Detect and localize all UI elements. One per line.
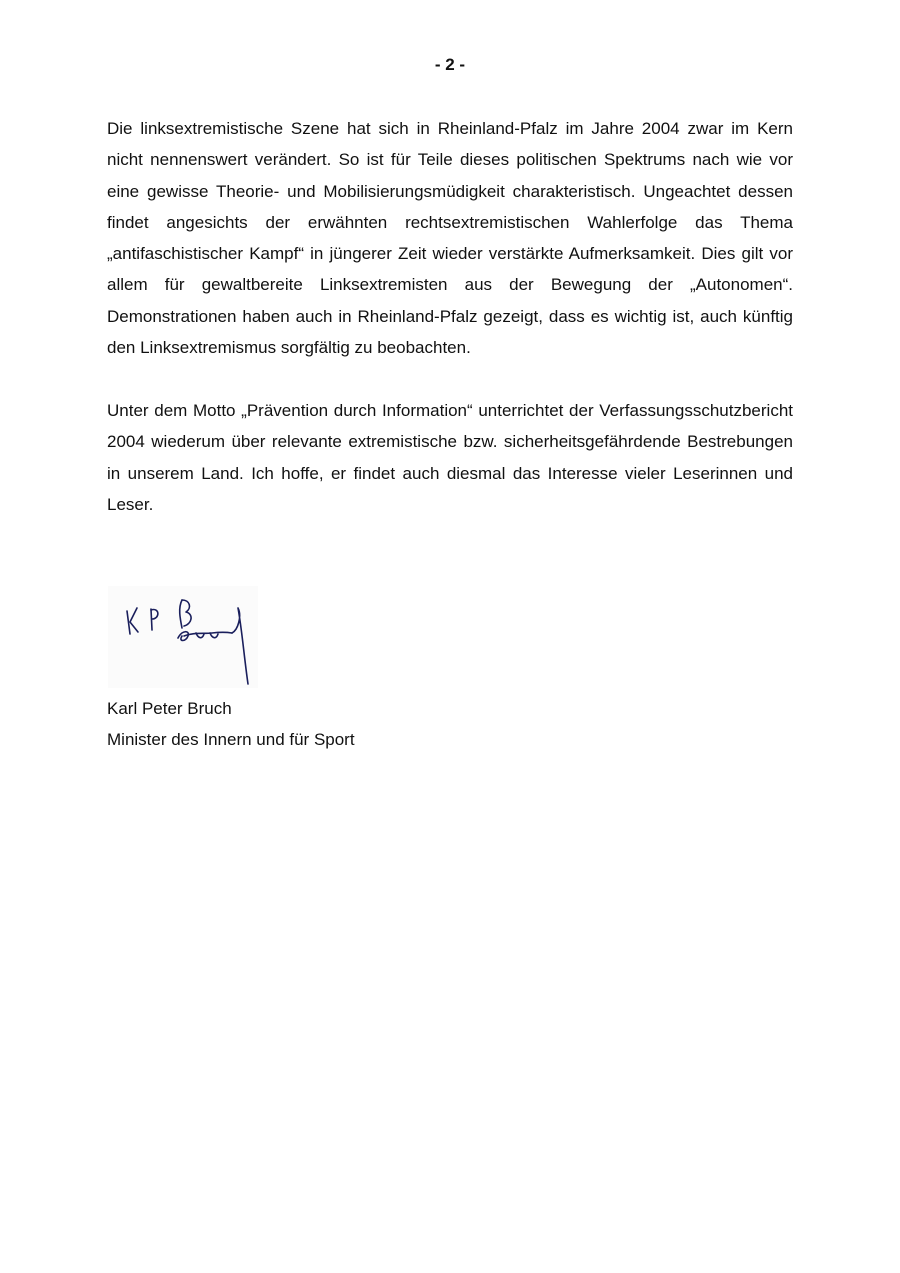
signer-title: Minister des Innern und für Sport (107, 730, 355, 749)
paragraph-linksextremismus: Die linksextremistische Szene hat sich in Rheinland-Pfalz im Jahre 2004 zwar im Kern nicht nennenswert verändert. So ist für Teile dieses politischen Spektrums nach wie vor eine gewisse Theorie- und Mobilisierungsmüdigkeit charakteristisch. Ungeachtet dessen findet angesichts der erwähnten rechtsextremistischen Wahlerfolge das Thema „antifaschistischer Kampf“ in jüngerer Zeit wieder verstärkte Aufmerksamkeit. Dies gilt vor allem für gewaltbereite Linksextremisten aus der Bewegung der „Autonomen“. Demonstrationen haben auch in Rheinland-Pfalz gezeigt, dass es wichtig ist, auch künftig den Linksextremismus sorgfältig zu beobachten. (107, 119, 793, 358)
signature-drawing (108, 586, 258, 688)
page-number: - 2 - (434, 55, 466, 74)
paragraph-praevention: Unter dem Motto „Prävention durch Information“ unterrichtet der Verfassungsschutzbericht 2004 wiederum über relevante extremistische bzw. sicherheitsgefährdende Bestrebungen in unserem Land. Ich hoffe, er findet auch diesmal das Interesse vieler Leserinnen und Leser. (107, 401, 793, 514)
handwritten-signature (108, 586, 258, 688)
signature-strokes (127, 600, 248, 684)
signer-name: Karl Peter Bruch (107, 699, 232, 718)
